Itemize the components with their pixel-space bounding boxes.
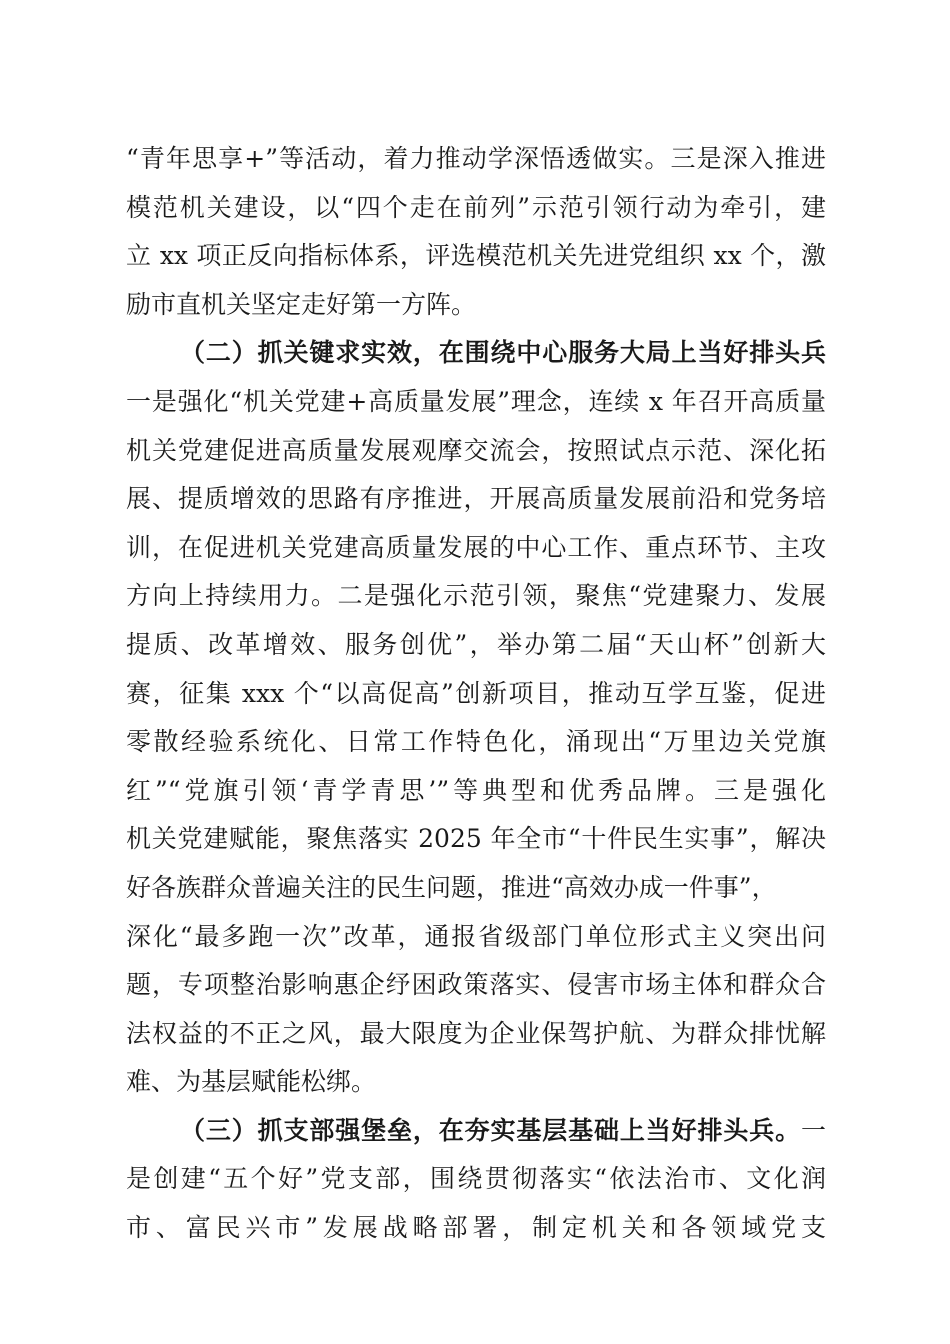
paragraph-line: 一是强化“机关党建+高质量发展”理念，连续 x 年召开高质量 <box>126 386 826 416</box>
paragraph-line: 展、提质增效的思路有序推进，开展高质量发展前沿和党务培 <box>126 484 826 514</box>
paragraph-line: 难、为基层赋能松绑。 <box>126 1067 377 1097</box>
paragraph-line: 励市直机关坚定走好第一方阵。 <box>126 289 477 319</box>
paragraph-line: 方向上持续用力。二是强化示范引领，聚焦“党建聚力、发展 <box>126 581 826 611</box>
section-heading-3-line <box>126 1107 826 1156</box>
paragraph-line: 机关党建促进高质量发展观摩交流会，按照试点示范、深化拓 <box>126 435 826 465</box>
paragraph-line: 立 xx 项正反向指标体系，评选模范机关先进党组织 xx 个，激 <box>126 241 826 271</box>
paragraph-line: “青年思享+”等活动，着力推动学深悟透做实。三是深入推进 <box>126 144 826 173</box>
section-heading-2: （二）抓关键求实效，在围绕中心服务大局上当好排头兵 <box>180 338 826 368</box>
paragraph-line: 训，在促进机关党建高质量发展的中心工作、重点环节、主攻 <box>126 532 826 562</box>
paragraph-line: 题，专项整治影响惠企纾困政策落实、侵害市场主体和群众合 <box>126 970 826 1000</box>
paragraph-line: 提质、改革增效、服务创优”，举办第二届“天山杯”创新大 <box>126 629 826 659</box>
paragraph-line: 机关党建赋能，聚焦落实 2025 年全市“十件民生实事”，解决 <box>126 824 826 854</box>
paragraph-line: 赛，征集 xxx 个“以高促高”创新项目，推动互学互鉴，促进 <box>126 678 826 708</box>
paragraph-line: 是创建“五个好”党支部，围绕贯彻落实“依法治市、文化润 <box>126 1164 826 1194</box>
paragraph-line: 零散经验系统化、日常工作特色化，涌现出“万里边关党旗 <box>126 727 826 757</box>
paragraph-line: 好各族群众普遍关注的民生问题，推进“高效办成一件事”， <box>126 872 777 902</box>
document-body <box>126 135 826 1253</box>
paragraph-line: 深化“最多跑一次”改革，通报省级部门单位形式主义突出问 <box>126 921 826 951</box>
paragraph-fragment: 一 <box>800 1115 826 1145</box>
paragraph-line: 红”“党旗引领‘青学青思’”等典型和优秀品牌。三是强化 <box>126 775 826 805</box>
section-heading-3: （三）抓支部强堡垒，在夯实基层基础上当好排头兵。 <box>180 1115 801 1145</box>
paragraph-line: 市、富民兴市”发展战略部署，制定机关和各领域党支 <box>126 1213 826 1243</box>
paragraph-line: 法权益的不正之风，最大限度为企业保驾护航、为群众排忧解 <box>126 1018 826 1048</box>
paragraph-line: 模范机关建设，以“四个走在前列”示范引领行动为牵引，建 <box>126 192 826 222</box>
